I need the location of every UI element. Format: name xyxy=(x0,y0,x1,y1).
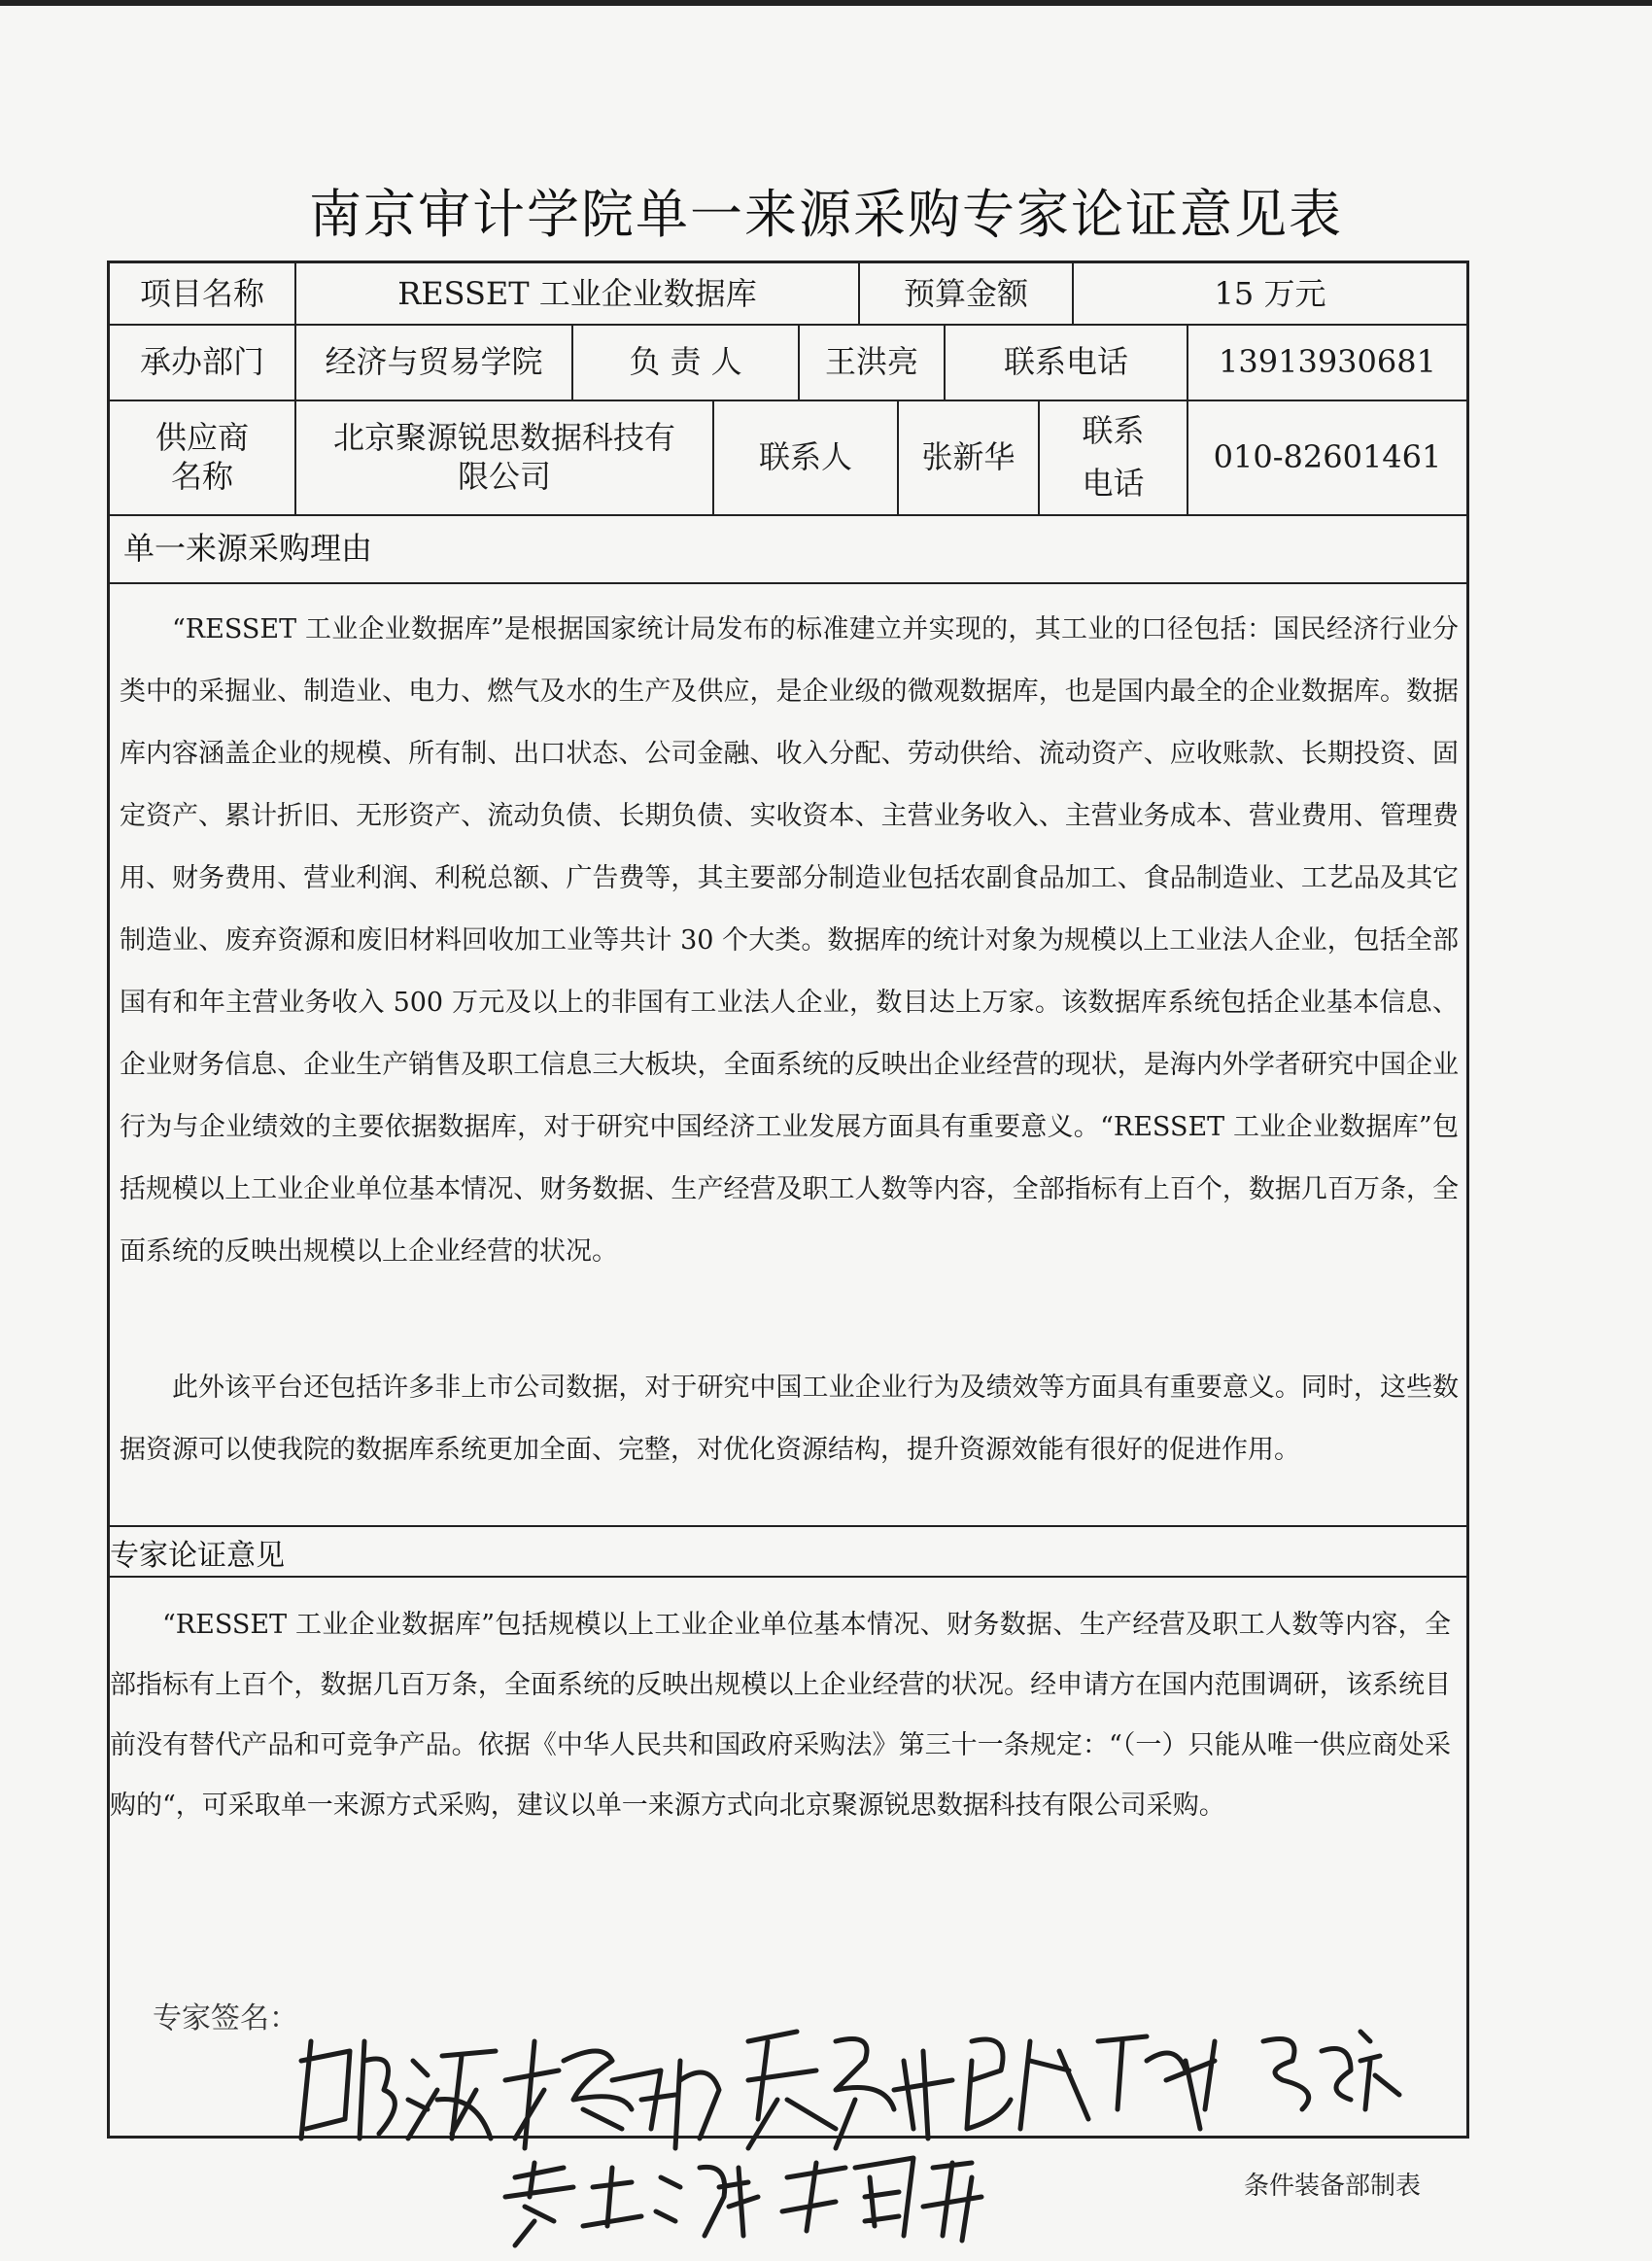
opinion-paragraph: “RESSET 工业企业数据库”包括规模以上工业企业单位基本情况、财务数据、生产经营及职工人数等内容，全部指标有上百个，数据几百万条，全面系统的反映出规模以上企业经营的状况。经申请方在国内范围调研，该系统目前没有替代产品和可竞争产品。依据《中华人民共和国政府采购法》第三十一条规定：“（一）只能从唯一供应商处采购的“，可采取单一来源方式采购，建议以单一来源方式向北京聚源锐思数据科技有限公司采购。 xyxy=(110,1610,1451,1821)
row-divider xyxy=(110,1525,1466,1527)
signature-label: 专家签名： xyxy=(153,2001,298,2035)
phone-value: 13913930681 xyxy=(1219,343,1436,380)
row-divider xyxy=(110,582,1466,584)
supplier-name-value: 北京聚源锐思数据科技有限公司 xyxy=(332,419,675,495)
budget-value: 15 万元 xyxy=(1214,275,1326,312)
supplier-phone-label-line2: 电话 xyxy=(1082,465,1145,502)
signature-4 xyxy=(967,2036,1215,2129)
supplier-label-line1: 供应商 xyxy=(155,419,249,456)
scan-edge-line xyxy=(0,0,1652,6)
manager-value: 王洪亮 xyxy=(824,343,918,380)
reason-paragraph-2: 此外该平台还包括许多非上市公司数据，对于研究中国工业企业行为及绩效等方面具有重要意义。同时，这些数据资源可以使我院的数据库系统更加全面、完整，对优化资源结构，提升资源效能有很好的促进作用。 xyxy=(120,1373,1459,1465)
signature-6 xyxy=(505,2163,758,2245)
project-name-value: RESSET 工业企业数据库 xyxy=(397,275,757,312)
contact-label: 联系人 xyxy=(758,438,852,475)
supplier-phone-label xyxy=(1040,400,1187,514)
project-name-label: 项目名称 xyxy=(139,275,264,312)
opinion-heading: 专家论证意见 xyxy=(110,1539,285,1573)
supplier-phone-label-line1: 联系 xyxy=(1082,411,1145,449)
footer-note: 条件装备部制表 xyxy=(1244,2172,1422,2201)
supplier-label-line2: 名称 xyxy=(170,458,233,495)
department-value: 经济与贸易学院 xyxy=(325,343,543,380)
reason-heading: 单一来源采购理由 xyxy=(123,530,373,567)
signature-1 xyxy=(301,2041,496,2139)
signature-5 xyxy=(1263,2032,1399,2109)
supplier-phone-value: 010-82601461 xyxy=(1213,438,1442,475)
page-title: 南京审计学院单一来源采购专家论证意见表 xyxy=(309,184,1343,245)
budget-label: 预算金额 xyxy=(903,275,1028,312)
signature-3 xyxy=(748,2032,952,2148)
department-label: 承办部门 xyxy=(139,343,264,380)
supplier-label xyxy=(110,400,294,514)
signature-7 xyxy=(782,2158,981,2241)
row-divider xyxy=(110,514,1466,516)
row-divider xyxy=(110,1576,1466,1578)
reason-paragraph-1: “RESSET 工业企业数据库”是根据国家统计局发布的标准建立并实现的，其工业的口径包括：国民经济行业分类中的采掘业、制造业、电力、燃气及水的生产及供应，是企业级的微观数据库，也是国内最全的企业数据库。数据库内容涵盖企业的规模、所有制、出口状态、公司金融、收入分配、劳动供给、流动资产、应收账款、长期投资、固定资产、累计折旧、无形资产、流动负债、长期负债、实收资本、主营业务收入、主营业务成本、营业费用、管理费用、财务费用、营业利润、利税总额、广告费等，其主要部分制造业包括农副食品加工、食品制造业、工艺品及其它制造业、废弃资源和废旧材料回收加工业等共计 30 个大类。数据库的统计对象为规模以上工业法人企业，包括全部国有和年主营业务收入 500 万元及以上的非国有工业法人企业，数目达上万家。该数据库系统包括企业基本信息、企业财务信息、企业生产销售及职工信息三大板块，全面系统的反映出企业经营的现状，是海内外学者研究中国企业行为与企业绩效的主要依据数据库，对于研究中国经济工业发展方面具有重要意义。“RESSET 工业企业数据库”包括规模以上工业企业单位基本情况、财务数据、生产经营及职工人数等内容，全部指标有上百个，数据几百万条，全面系统的反映出规模以上企业经营的状况。 xyxy=(120,614,1459,1267)
phone-label: 联系电话 xyxy=(1003,343,1128,380)
contact-value: 张新华 xyxy=(921,438,1015,475)
form-table xyxy=(107,261,1469,2139)
manager-label: 负 责 人 xyxy=(629,343,742,380)
signature-2 xyxy=(505,2041,719,2148)
expert-signatures xyxy=(292,2002,1458,2255)
